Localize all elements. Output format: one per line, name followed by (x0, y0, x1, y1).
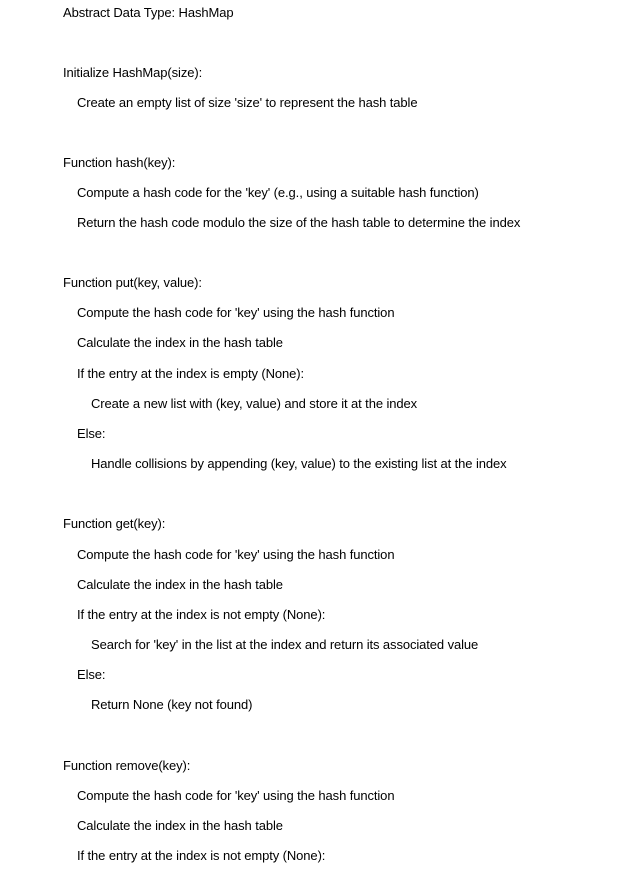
hash-step: Compute a hash code for the 'key' (e.g., using a suitable hash function) (77, 185, 479, 200)
put-step: Else: (77, 426, 106, 441)
put-step: Create a new list with (key, value) and store it at the index (91, 396, 418, 411)
put-step: If the entry at the index is empty (None): (77, 366, 305, 381)
hash-step: Return the hash code modulo the size of the hash table to determine the index (77, 215, 521, 230)
get-step: Else: (77, 667, 106, 682)
put-heading: Function put(key, value): (63, 275, 202, 290)
get-heading: Function get(key): (63, 516, 166, 531)
remove-step: Calculate the index in the hash table (77, 818, 283, 833)
remove-step: Compute the hash code for 'key' using the hash function (77, 788, 395, 803)
init-heading: Initialize HashMap(size): (63, 65, 203, 80)
get-step: Compute the hash code for 'key' using the hash function (77, 547, 395, 562)
hash-heading: Function hash(key): (63, 155, 176, 170)
put-step: Compute the hash code for 'key' using the hash function (77, 305, 395, 320)
get-step: Search for 'key' in the list at the index and return its associated value (91, 637, 479, 652)
put-step: Handle collisions by appending (key, value) to the existing list at the index (91, 456, 507, 471)
init-step: Create an empty list of size 'size' to represent the hash table (77, 95, 418, 110)
remove-heading: Function remove(key): (63, 758, 191, 773)
document-title: Abstract Data Type: HashMap (63, 5, 234, 20)
put-step: Calculate the index in the hash table (77, 335, 283, 350)
get-step: If the entry at the index is not empty (None): (77, 607, 326, 622)
get-step: Return None (key not found) (91, 697, 253, 712)
remove-step: If the entry at the index is not empty (None): (77, 848, 326, 863)
get-step: Calculate the index in the hash table (77, 577, 283, 592)
